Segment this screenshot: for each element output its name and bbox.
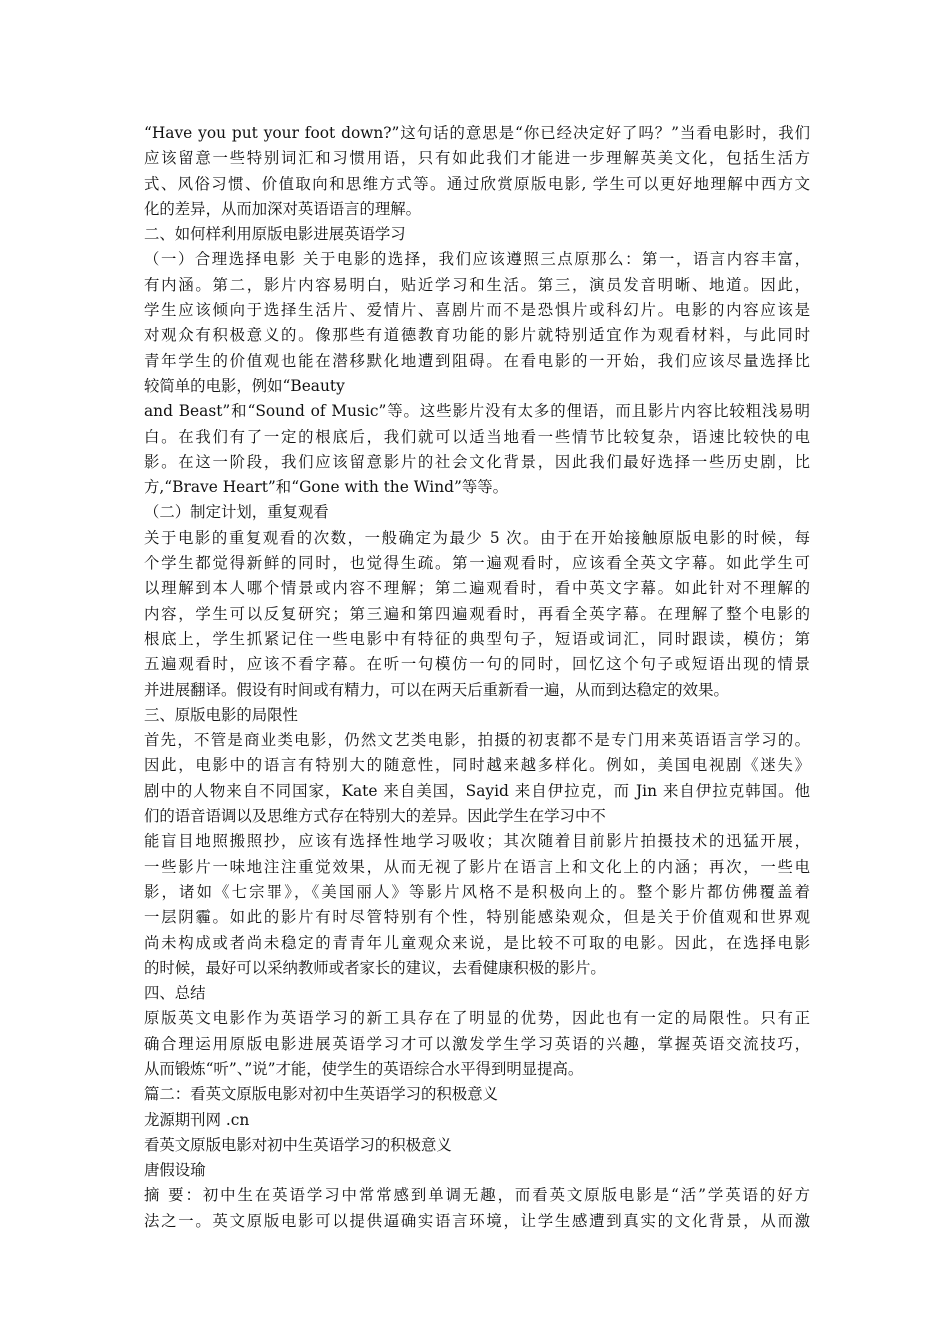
text-line: 从而锻炼“听”、”说”才能，使学生的英语综合水平得到明显提高。 [144,1059,584,1078]
text-line: 确合理运用原版电影进展英语学习才可以激发学生学习英语的兴趣，掌握英语交流技巧， [144,1034,810,1053]
text-line: 根底上，学生抓紧记住一些电影中有特征的典型句子，短语或词汇，同时跟读，模仿；第 [144,629,810,648]
text-line: 二、如何样利用原版电影进展英语学习 [144,225,406,244]
text-line: 青年学生的价值观也能在潜移默化地遭到阻碍。在看电影的一开始，我们应该尽量选择比 [144,351,810,370]
text-line: 篇二：看英文原版电影对初中生英语学习的积极意义 [144,1085,498,1104]
text-line: 较简单的电影，例如“Beauty [144,376,345,395]
document-body [144,121,810,1234]
text-line: （一）合理选择电影 关于电影的选择，我们应该遵照三点原那么：第一，语言内容丰富， [144,250,810,269]
text-line: 应该留意一些特别词汇和习惯用语，只有如此我们才能进一步理解英美文化，包括生活方 [144,149,810,168]
text-line: 法之一。英文原版电影可以提供逼确实语言环境，让学生感遭到真实的文化背景，从而激 [144,1211,810,1230]
text-line: 龙源期刊网 .cn [144,1110,250,1129]
text-line: 白。在我们有了一定的根底后，我们就可以适当地看一些情节比较复杂，语速比较快的电 [144,427,810,446]
text-line: 式、风俗习惯、价值取向和思维方式等。通过欣赏原版电影, 学生可以更好地理解中西方文 [144,174,810,193]
text-line: 方,“Brave Heart”和“Gone with the Wind”等等。 [144,478,508,497]
text-line: 剧中的人物来自不同国家，Kate 来自美国，Sayid 来自伊拉克，而 Jin 来自伊拉克韩国。他 [144,781,810,800]
text-line: 原版英文电影作为英语学习的新工具存在了明显的优势，因此也有一定的局限性。只有正 [144,1009,810,1028]
text-line: 的时候，最好可以采纳教师或者家长的建议，去看健康积极的影片。 [144,958,606,977]
text-line: 一些影片一味地注注重觉效果，从而无视了影片在语言上和文化上的内涵；再次，一些电 [144,857,810,876]
text-line: 首先，不管是商业类电影，仍然文艺类电影，拍摄的初衷都不是专门用来英语语言学习的。 [144,731,810,750]
text-line: 内容，学生可以反复研究；第三遍和第四遍观看时，再看全英字幕。在理解了整个电影的 [144,604,810,623]
text-line: 个学生都觉得新鲜的同时，也觉得生疏。第一遍观看时，应该看全英文字幕。如此学生可 [144,554,810,573]
text-line: 影，诸如《七宗罪》，《美国丽人》等影片风格不是积极向上的。整个影片都仿佛覆盖着 [144,882,810,901]
text-line: 看英文原版电影对初中生英语学习的积极意义 [144,1135,452,1154]
text-line: 摘 要：初中生在英语学习中常常感到单调无趣，而看英文原版电影是“活”学英语的好方 [144,1186,810,1205]
text-line: 以理解到本人哪个情景或内容不理解；第二遍观看时，看中英文字幕。如此针对不理解的 [144,579,810,598]
text-line: 三、原版电影的局限性 [144,705,298,724]
text-line: and Beast”和“Sound of Music”等。这些影片没有太多的俚语，而且影片内容比较粗浅易明 [144,402,810,421]
text-line: （二）制定计划，重复观看 [144,503,329,522]
text-line: 尚未构成或者尚未稳定的青青年儿童观众来说，是比较不可取的电影。因此，在选择电影 [144,933,810,952]
text-line: 影。在这一阶段，我们应该留意影片的社会文化背景，因此我们最好选择一些历史剧，比 [144,452,810,471]
text-line: 一层阴霾。如此的影片有时尽管特别有个性，特别能感染观众，但是关于价值观和世界观 [144,908,810,927]
text-line: 学生应该倾向于选择生活片、爱情片、喜剧片而不是恐惧片或科幻片。电影的内容应该是 [144,301,810,320]
text-line: 们的语音语调以及思维方式存在特别大的差异。因此学生在学习中不 [144,807,606,826]
text-line: 化的差异，从而加深对英语语言的理解。 [144,199,422,218]
text-line: 有内涵。第二，影片内容易明白，贴近学习和生活。第三，演员发音明晰、地道。因此， [144,275,810,294]
text-line: 五遍观看时，应该不看字幕。在听一句模仿一句的同时，回忆这个句子或短语出现的情景 [144,655,810,674]
text-line: 关于电影的重复观看的次数，一般确定为最少 5 次。由于在开始接触原版电影的时候，每 [144,528,810,547]
text-line: 能盲目地照搬照抄，应该有选择性地学习吸收；其次随着目前影片拍摄技术的迅猛开展， [144,832,810,851]
text-line: 唐假设瑜 [144,1161,206,1180]
text-line: “Have you put your foot down?”这句话的意思是“你已经决定好了吗？”当看电影时，我们 [144,124,810,142]
text-line: 四、总结 [144,984,206,1003]
text-line: 因此，电影中的语言有特别大的随意性，同时越来越多样化。例如，美国电视剧《迷失》 [144,756,810,775]
text-line: 并进展翻译。假设有时间或有精力，可以在两天后重新看一遍，从而到达稳定的效果。 [144,680,729,699]
text-line: 对观众有积极意义的。像那些有道德教育功能的影片就特别适宜作为观看材料，与此同时 [144,326,810,345]
